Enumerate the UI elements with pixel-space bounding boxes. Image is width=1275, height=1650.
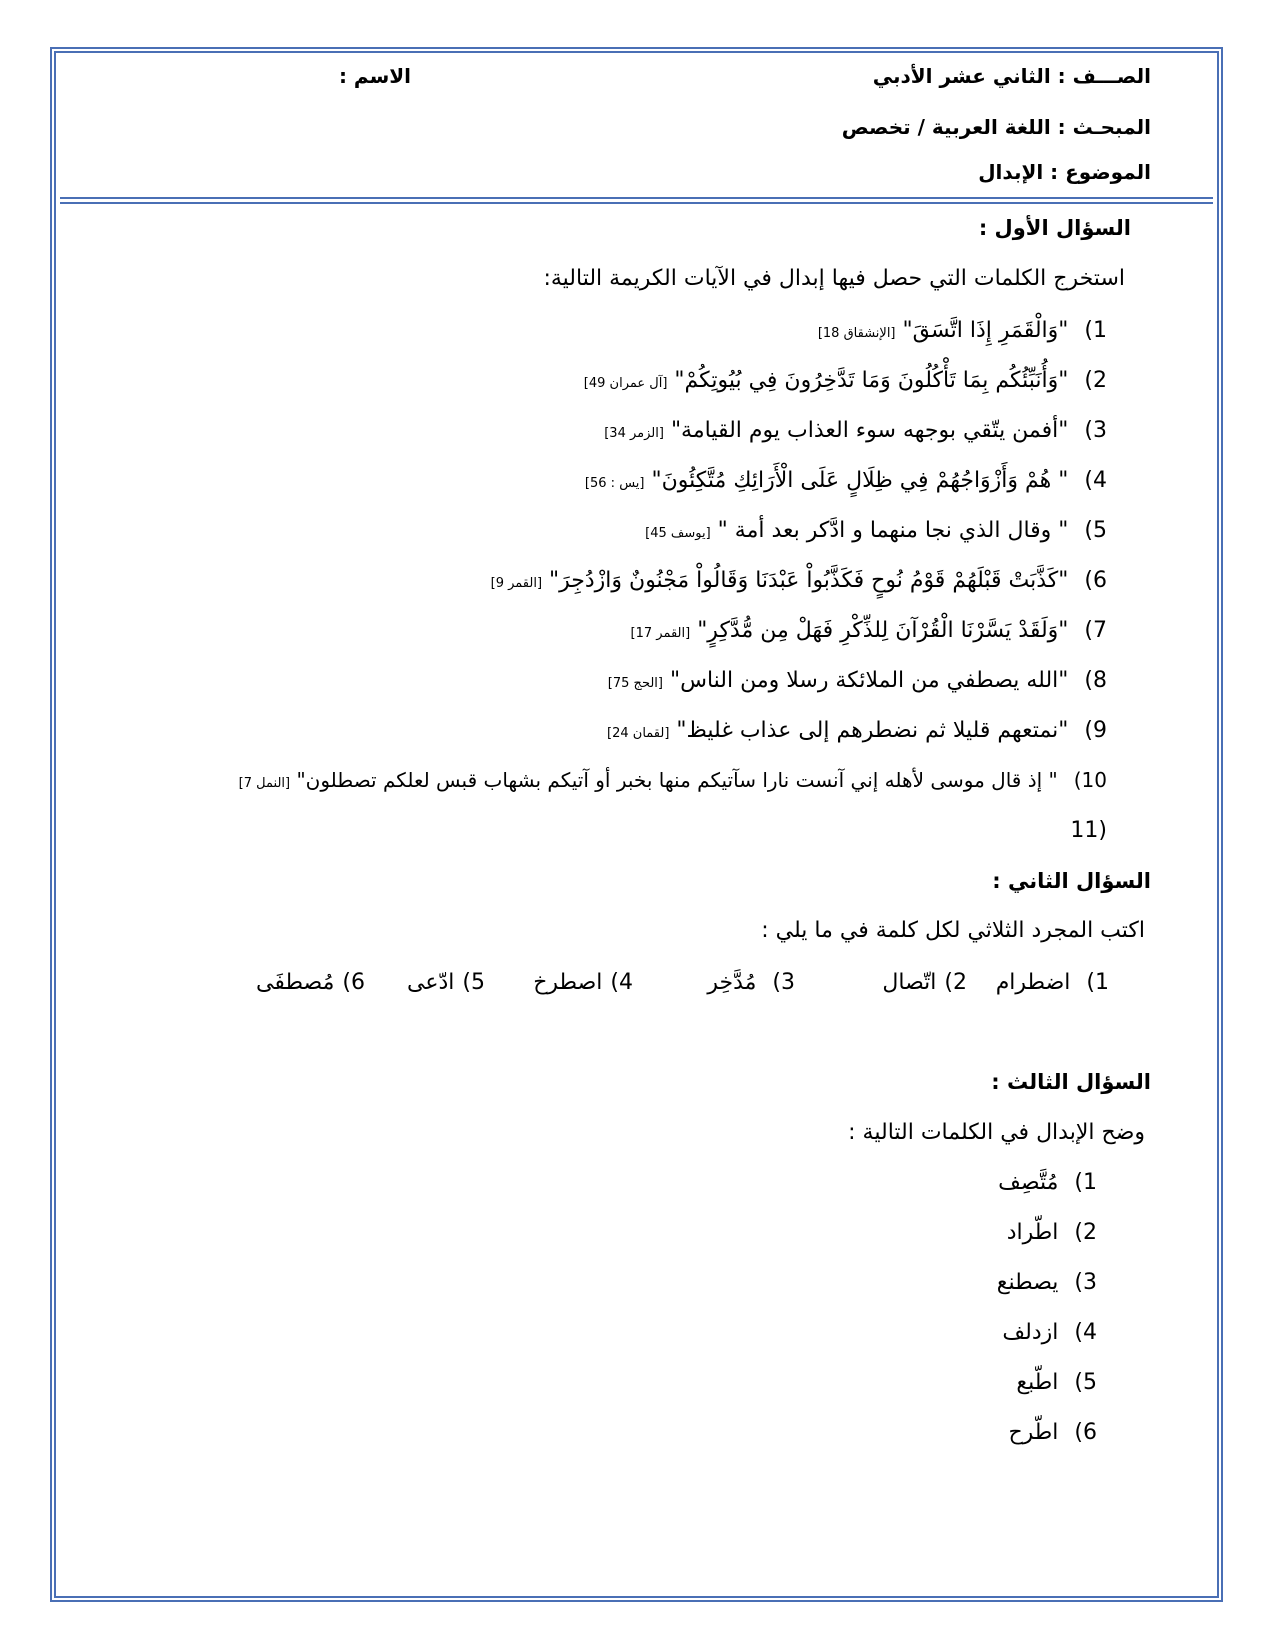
q3-word: [998, 1170, 1097, 1195]
q1-item-ref: [النمل 7]: [238, 776, 291, 791]
q1-item: [607, 718, 1107, 743]
q1-item-number: 9): [1084, 718, 1107, 743]
q3-word-number: 6): [1074, 1420, 1097, 1445]
q1-item: [584, 368, 1107, 393]
q3-instruction: وضح الإبدال في الكلمات التالية :: [848, 1120, 1145, 1145]
q2-word-number: 1): [1086, 970, 1109, 995]
q1-item-text: " إذ قال موسى لأهله إني آنست نارا سآتيكم منها بخبر أو آتيكم بشهاب قبس لعلكم تصطلون": [296, 768, 1058, 792]
q3-word-number: 5): [1074, 1370, 1097, 1395]
q1-item: [239, 768, 1107, 792]
q1-item-number: 4): [1084, 468, 1107, 493]
q2-word: [256, 970, 365, 995]
q3-word-text: ازدلف: [1002, 1320, 1059, 1345]
q1-item-ref: [الحج 75]: [607, 676, 663, 691]
q2-title: السؤال الثاني :: [992, 869, 1151, 893]
q2-word: [882, 970, 967, 995]
q3-word: [1002, 1320, 1097, 1345]
q2-word-number: 4): [610, 970, 633, 995]
q2-word: [407, 970, 485, 995]
q1-item-number: 2): [1084, 368, 1107, 393]
q1-item-ref: [الإنشقاق 18]: [817, 326, 896, 341]
q1-item-ref: [آل عمران 49]: [583, 376, 668, 391]
q1-item-text: "وَالْقَمَرِ إِذَا اتَّسَقَ": [902, 318, 1069, 343]
q1-item-ref: [القمر 17]: [630, 626, 691, 641]
subject-line: المبحـث : اللغة العربية / تخصص: [841, 115, 1151, 139]
q3-word-number: 1): [1074, 1170, 1097, 1195]
q2-word-number: 2): [944, 970, 967, 995]
q2-word: [996, 970, 1109, 995]
q1-item-number: 5): [1084, 518, 1107, 543]
class-line: الصـــف : الثاني عشر الأدبي: [872, 64, 1151, 88]
q3-title: السؤال الثالث :: [991, 1070, 1151, 1094]
q1-item-ref: [يوسف 45]: [645, 526, 711, 541]
q1-item-ref: [الزمر 34]: [604, 426, 664, 441]
q1-item-text: "نمتعهم قليلا ثم نضطرهم إلى عذاب غليظ": [676, 718, 1069, 743]
q2-word-text: اصطرخ: [533, 970, 603, 995]
q3-word-number: 2): [1074, 1220, 1097, 1245]
q1-item-text: " هُمْ وَأَزْوَاجُهُمْ فِي ظِلَالٍ عَلَى الْأَرَائِكِ مُتَّكِئُونَ": [651, 468, 1069, 493]
q3-word-text: يصطنع: [996, 1270, 1059, 1295]
q1-item-number: 1): [1084, 318, 1107, 343]
q1-item-text: "وَأُنَبِّئُكُم بِمَا تَأْكُلُونَ وَمَا تَدَّخِرُونَ فِي بُيُوتِكُمْ": [674, 368, 1069, 393]
q1-item-number: 10): [1073, 768, 1107, 792]
q1-instruction: استخرج الكلمات التي حصل فيها إبدال في الآيات الكريمة التالية:: [543, 266, 1125, 291]
topic-line: الموضوع : الإبدال: [978, 160, 1151, 184]
header-divider-second: [60, 202, 1213, 204]
q1-item-text: "أفمن يتّقي بوجهه سوء العذاب يوم القيامة": [670, 418, 1069, 443]
q2-word-number: 6): [342, 970, 365, 995]
q1-item: [585, 468, 1107, 493]
q2-word-number: 5): [462, 970, 485, 995]
q1-item-number: 8): [1084, 668, 1107, 693]
q1-item: [1054, 818, 1107, 843]
q1-item-text: "كَذَّبَتْ قَبْلَهُمْ قَوْمُ نُوحٍ فَكَذَّبُواْ عَبْدَنَا وَقَالُواْ مَجْنُونٌ وَازْدُجِرَ": [549, 568, 1069, 593]
q2-word: [533, 970, 633, 995]
q1-item: [818, 318, 1107, 343]
q2-word-text: ادّعى: [407, 970, 455, 995]
q2-word-number: 3): [772, 970, 795, 995]
q2-word-text: اتّصال: [882, 970, 937, 995]
name-label: الاسم :: [338, 64, 411, 88]
q1-item-text: "وَلَقَدْ يَسَّرْنَا الْقُرْآنَ لِلذِّكْرِ فَهَلْ مِن مُّدَّكِرٍ": [697, 618, 1069, 643]
q3-word: [1008, 1420, 1097, 1445]
q1-item: [645, 518, 1107, 543]
q1-item-number: 3): [1084, 418, 1107, 443]
q1-item-ref: [القمر 9]: [490, 576, 543, 591]
q1-item: [608, 668, 1107, 693]
q1-item-text: "الله يصطفي من الملائكة رسلا ومن الناس": [669, 668, 1069, 693]
q1-item: [604, 418, 1107, 443]
q3-word-text: اطّبع: [1016, 1370, 1059, 1395]
q1-item-number: 7): [1084, 618, 1107, 643]
q1-item: [491, 568, 1107, 593]
q3-word: [1007, 1220, 1097, 1245]
q3-word-number: 3): [1074, 1270, 1097, 1295]
q2-word-text: مُصطفَى: [256, 970, 335, 995]
q2-word-text: مُدَّخِر: [707, 970, 757, 995]
q1-item-number: 6): [1084, 568, 1107, 593]
q3-word: [1016, 1370, 1097, 1395]
q2-word-text: اضطرام: [995, 970, 1071, 995]
q3-word-text: اطّرح: [1008, 1420, 1059, 1445]
q3-word-number: 4): [1074, 1320, 1097, 1345]
q1-item-ref: [لقمان 24]: [607, 726, 670, 741]
q2-instruction: اكتب المجرد الثلاثي لكل كلمة في ما يلي :: [761, 918, 1145, 943]
header-divider: [60, 197, 1213, 199]
q3-word-text: مُتَّصِف: [998, 1170, 1059, 1195]
q1-item: [631, 618, 1107, 643]
q1-title: السؤال الأول :: [978, 216, 1131, 240]
q2-word: [707, 970, 795, 995]
q1-item-text: " وقال الذي نجا منهما و ادَّكر بعد أمة ": [717, 518, 1069, 543]
q3-word-text: اطّراد: [1006, 1220, 1059, 1245]
q3-word: [997, 1270, 1097, 1295]
q1-item-number: (11: [1070, 818, 1107, 843]
q1-item-ref: [يس : 56]: [584, 476, 645, 491]
